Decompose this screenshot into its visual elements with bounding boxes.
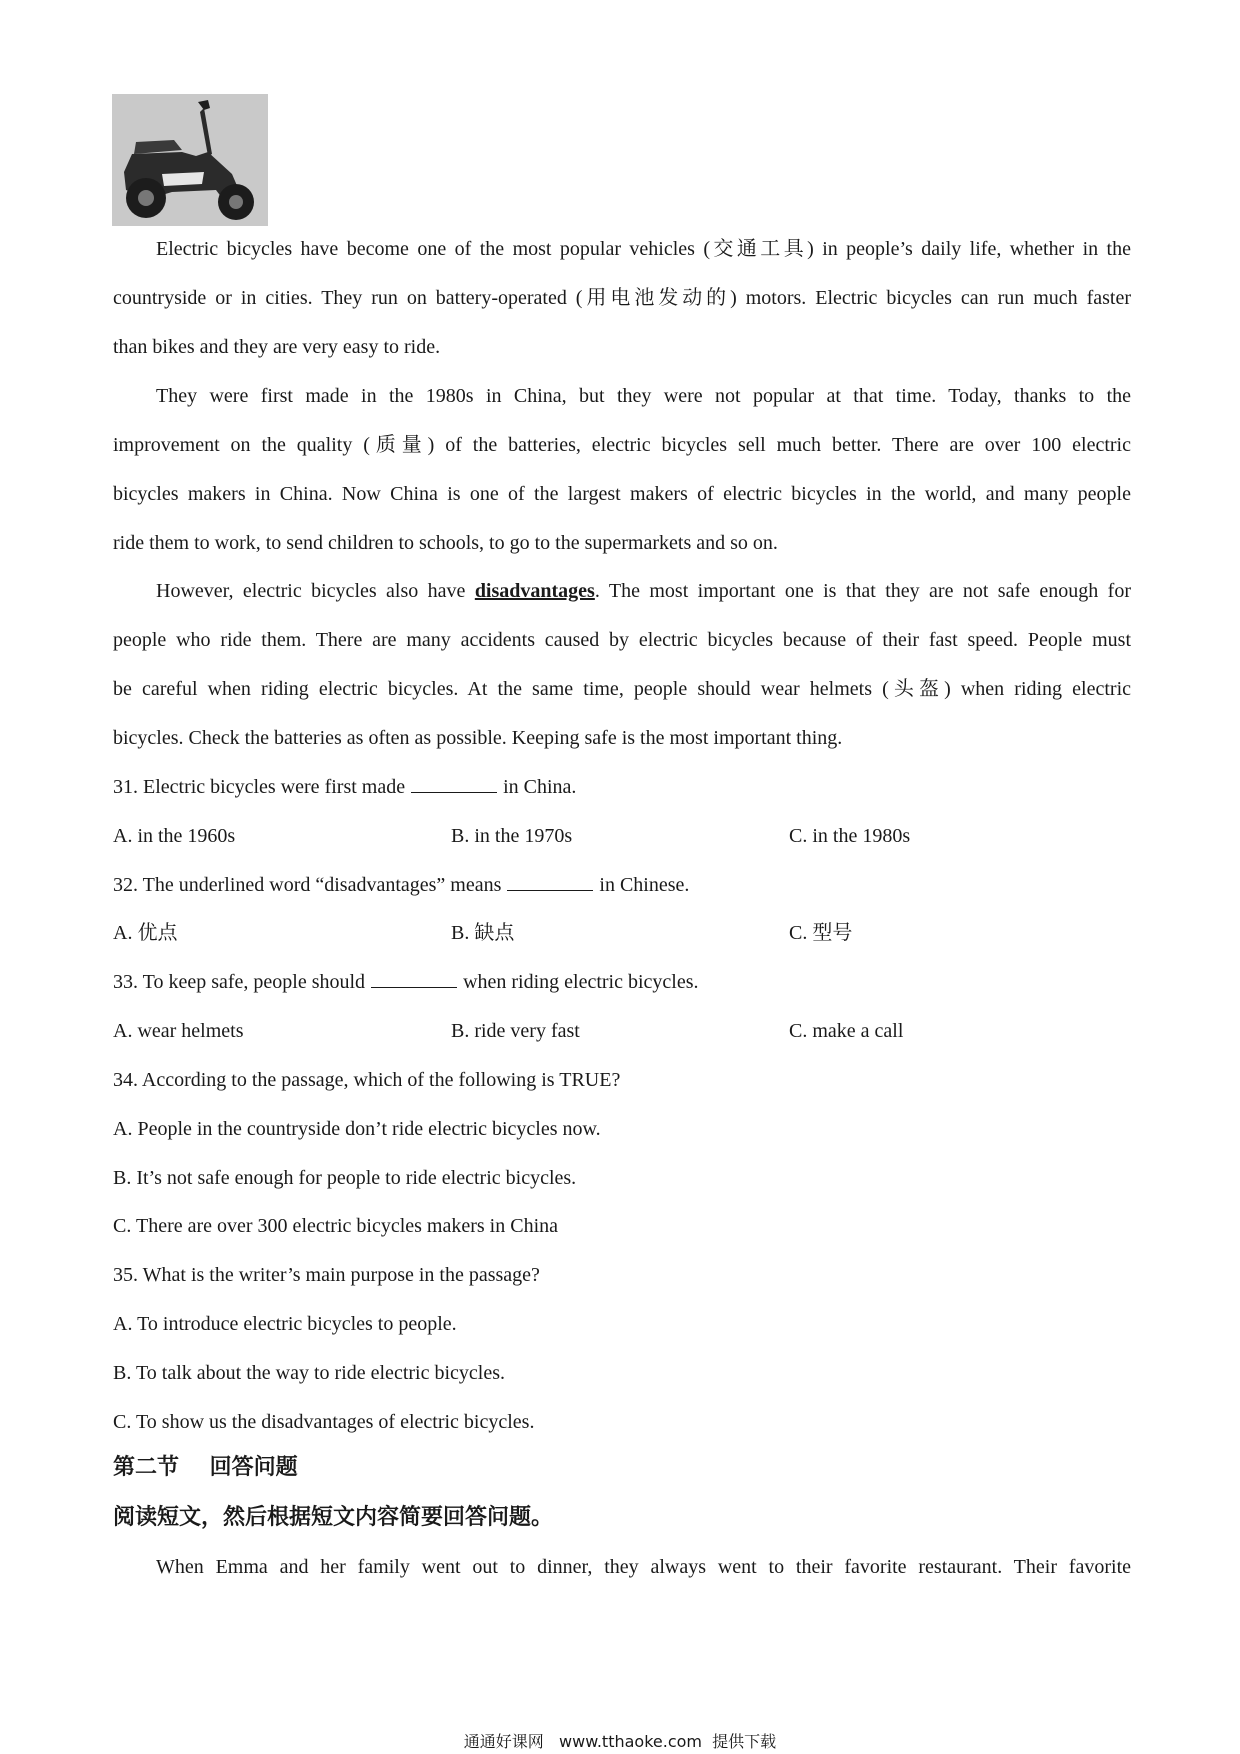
passage-p1-line3: than bikes and they are very easy to ride. <box>113 336 441 358</box>
p3-text-before: However, electric bicycles also have <box>156 580 475 602</box>
q31-option-b: B. in the 1970s <box>451 825 573 847</box>
q31-option-c: C. in the 1980s <box>789 825 911 847</box>
passage-p2-line4: ride them to work, to send children to schools, to go to the supermarkets and so on. <box>113 532 778 554</box>
q33-stem-end: when riding electric bicycles. <box>463 971 699 993</box>
passage-p3-line1 <box>156 578 1131 604</box>
electric-bicycle-photo <box>112 94 268 226</box>
scooter-illustration <box>112 94 268 226</box>
p3-text-after: . The most important one is that they are not safe enough for <box>594 580 1131 602</box>
q33-option-c: C. make a call <box>789 1020 904 1042</box>
q32-option-a: A. 优点 <box>113 922 178 944</box>
q35-option-a: A. To introduce electric bicycles to people. <box>113 1313 457 1335</box>
q34-option-b: B. It’s not safe enough for people to ride electric bicycles. <box>113 1167 577 1189</box>
question-35: 35. What is the writer’s main purpose in the passage? <box>113 1264 540 1286</box>
q35-option-c: C. To show us the disadvantages of electric bicycles. <box>113 1411 535 1433</box>
q34-option-c: C. There are over 300 electric bicycles makers in China <box>113 1215 559 1237</box>
question-33 <box>113 969 1131 995</box>
q31-stem: 31. Electric bicycles were first made <box>113 776 406 798</box>
passage-p2-line3: bicycles makers in China. Now China is one of the largest makers of electric bicycles in the world, and many people <box>113 483 1131 505</box>
q33-option-a: A. wear helmets <box>113 1020 244 1042</box>
q32-stem: 32. The underlined word “disadvantages” means <box>113 874 502 896</box>
question-31 <box>113 774 1131 800</box>
passage-p2-line1: They were first made in the 1980s in China, but they were not popular at that time. Today, thanks to the <box>156 385 1131 407</box>
q32-stem-end: in Chinese. <box>599 874 690 896</box>
answer-blank <box>411 774 497 793</box>
question-34: 34. According to the passage, which of the following is TRUE? <box>113 1069 621 1091</box>
answer-blank <box>507 872 593 891</box>
passage-p3-line2: people who ride them. There are many accidents caused by electric bicycles because of their fast speed. People must <box>113 629 1131 651</box>
passage-p2-line2: improvement on the quality (质量) of the batteries, electric bicycles sell much better. There are over 100 electric <box>113 434 1131 456</box>
footer-source: 通通好课网 www.tthaoke.com 提供下载 <box>463 1732 777 1751</box>
passage-p1-line2: countryside or in cities. They run on battery-operated (用电池发动的) motors. Electric bicycles can run much faster <box>113 287 1131 309</box>
q32-option-b: B. 缺点 <box>451 922 515 944</box>
q32-option-c: C. 型号 <box>789 922 853 944</box>
q35-option-b: B. To talk about the way to ride electric bicycles. <box>113 1362 505 1384</box>
passage-p3-line4: bicycles. Check the batteries as often as possible. Keeping safe is the most important thing. <box>113 727 843 749</box>
passage-p3-line3: be careful when riding electric bicycles. At the same time, people should wear helmets (头盔) when riding electric <box>113 678 1131 700</box>
question-32 <box>113 872 1131 898</box>
passage2-line1: When Emma and her family went out to dinner, they always went to their favorite restaurant. Their favorite <box>156 1556 1131 1578</box>
q34-option-a: A. People in the countryside don’t ride electric bicycles now. <box>113 1118 601 1140</box>
q31-stem-end: in China. <box>503 776 577 798</box>
q31-option-a: A. in the 1960s <box>113 825 236 847</box>
q33-stem: 33. To keep safe, people should <box>113 971 366 993</box>
q33-option-b: B. ride very fast <box>451 1020 580 1042</box>
answer-blank <box>371 969 457 988</box>
section-instruction: 阅读短文，然后根据短文内容简要回答问题。 <box>113 1505 554 1530</box>
passage-p1-line1: Electric bicycles have become one of the most popular vehicles (交通工具) in people’s daily life, whether in the <box>156 238 1131 260</box>
section-title: 第二节 回答问题 <box>113 1455 298 1480</box>
underlined-word: disadvantages <box>474 580 595 602</box>
